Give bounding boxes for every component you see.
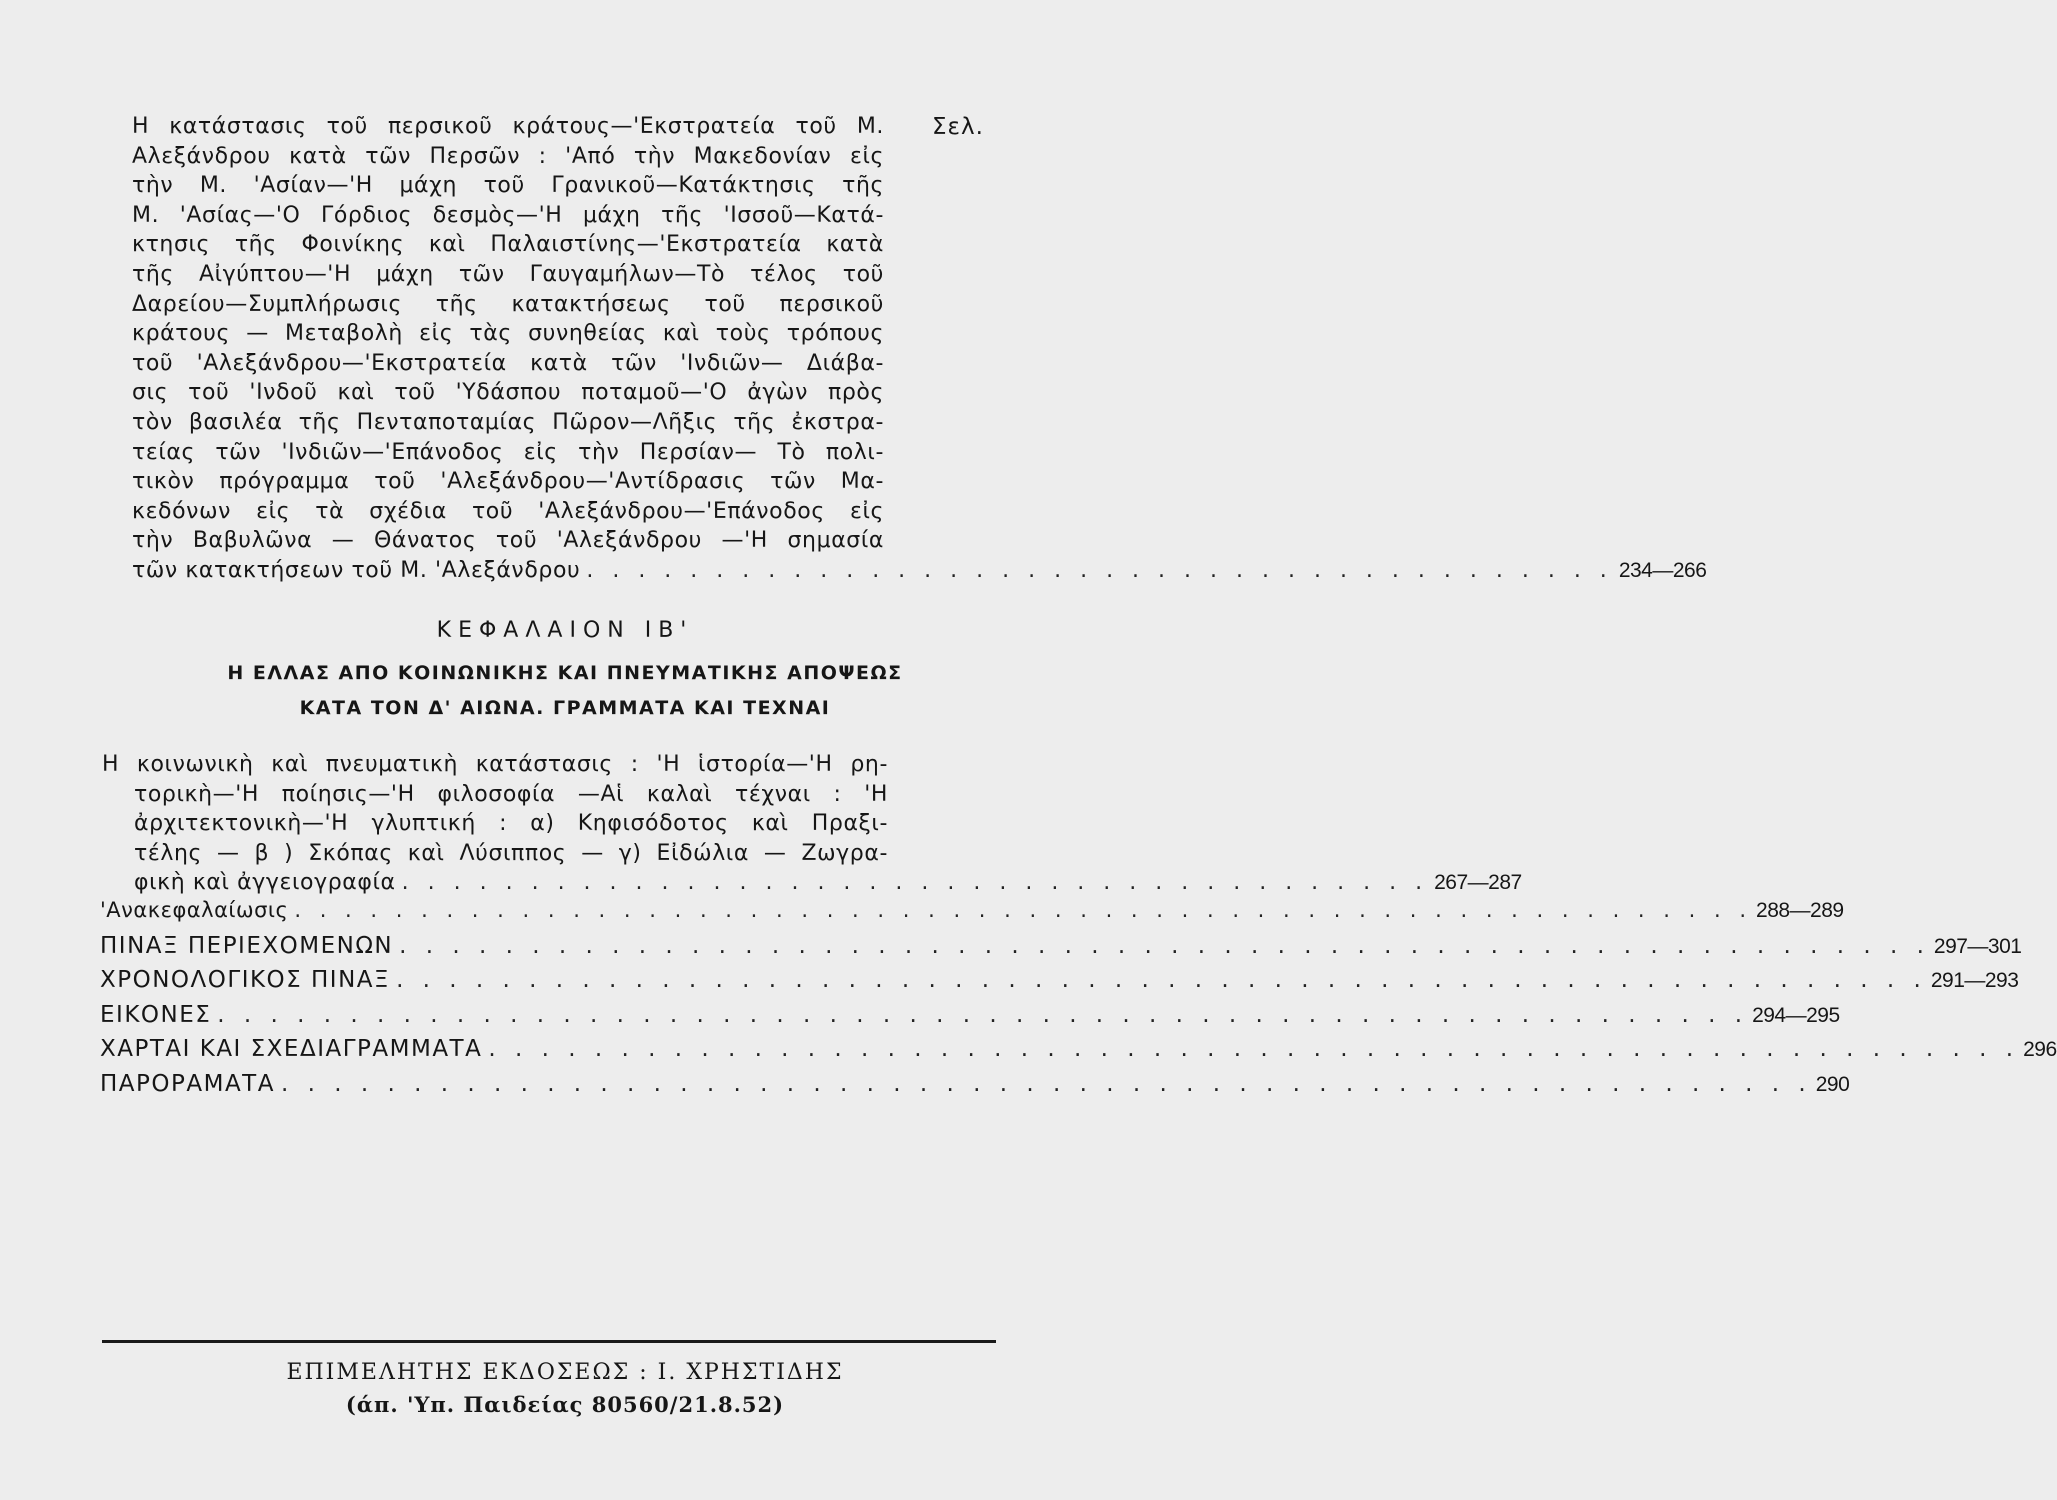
toc-entry-pages: 288—289 [1756,899,1844,922]
dot-leader: . . . . . . . . . . . . . . . . . . . . . . . . . . . . . . . . . . . . . . . . . . . . . . . . . . . . . . . . . . [399,932,1930,959]
chapter-summary [102,750,1522,898]
toc-entry-label: ΧΑΡΤΑΙ ΚΑΙ ΣΧΕΔΙΑΓΡΑΜΜΑΤΑ [100,1036,483,1062]
page-range: 234—266 [1618,558,1707,582]
summary-last-line [132,556,1707,586]
chapter-number: ΚΕΦΑΛΑΙΟΝ ΙΒ' [436,618,694,643]
dot-leader: . . . . . . . . . . . . . . . . . . . . . . . . . . . . . . . . . . . . . . . . . . . . . . . . . . . . . . . . . . [488,1036,2020,1062]
summary-line: Η κοινωνικὴ καὶ πνευματικὴ κατάστασις : 'Η ἱστορία—'Η ρη- [102,752,888,777]
approval-note: (άπ. 'Υπ. Παιδείας 80560/21.8.52) [345,1392,785,1417]
summary-line: τὸν βασιλέα τῆς Πενταποταμίας Πῶρον—Λῆξις τῆς ἐκστρα- [132,409,884,435]
summary-line: τὴν Μ. 'Ασίαν—'Η μάχη τοῦ Γρανικοῦ—Κατάκτησις τῆς [132,173,884,199]
toc-entry-recap [100,898,1844,933]
dot-leader: . . . . . . . . . . . . . . . . . . . . . . . . . . . . . . . . . . . . . . . . . . . . . . . . . . . . . . . . . . [294,898,1753,922]
summary-line: τείας τῶν 'Ινδιῶν—'Επάνοδος εἰς τὴν Περσίαν— Τὸ πολι- [132,439,884,465]
dot-leader: . . . . . . . . . . . . . . . . . . . . . . . . . . . . . . . . . . . . . . . . [586,557,1613,583]
summary-line: τικὸν πρόγραμμα τοῦ 'Αλεξάνδρου—'Αντίδρασις τῶν Μα- [132,469,884,495]
summary-line: Αλεξάνδρου κατὰ τῶν Περσῶν : 'Από τὴν Μακεδονίαν εἰς [132,143,884,169]
chapter-subtitle: ΚΑΤΑ ΤΟΝ Δ' ΑΙΩΝΑ. ΓΡΑΜΜΑΤΑ ΚΑΙ ΤΕΧΝΑΙ [299,697,831,719]
toc-entry-pages: 296 [2023,1038,2057,1061]
dot-leader: . . . . . . . . . . . . . . . . . . . . . . . . . . . . . . . . . . . . . . . . . . . . . . . . . . . . . . . . . . [217,1001,1749,1028]
dot-leader: . . . . . . . . . . . . . . . . . . . . . . . . . . . . . . . . . . . . . . . . . . . . . . . . . . . . . . . . . . [396,967,1927,993]
toc-entry-label: ΕΙΚΟΝΕΣ [100,1001,212,1028]
dot-leader: . . . . . . . . . . . . . . . . . . . . . . . . . . . . . . . . . . . . . . . . . . . . . . . . . . . . . . . . . . [280,1070,1812,1097]
toc-entry-images [100,1001,1840,1037]
chapter-title: Η ΕΛΛΑΣ ΑΠΟ ΚΟΙΝΩΝΙΚΗΣ ΚΑΙ ΠΝΕΥΜΑΤΙΚΗΣ ΑΠΟΨΕΩΣ [227,662,903,684]
summary-line: τέλης — β ) Σκόπας καὶ Λύσιππος — γ) Εἰδώλια — Ζωγρα- [134,840,888,866]
summary-line: Μ. 'Ασίας—'Ο Γόρδιος δεσμὸς—'Η μάχη τῆς 'Ισσοῦ—Κατά- [132,202,884,228]
toc-entry-pages: 297—301 [1933,934,2022,958]
toc-entry-maps [100,1036,2057,1071]
toc-entry-label: ΠΙΝΑΞ ΠΕΡΙΕΧΟΜΕΝΩΝ [100,932,394,959]
toc-entry-label: ΧΡΟΝΟΛΟΓΙΚΟΣ ΠΙΝΑΞ [100,967,391,993]
dot-leader: . . . . . . . . . . . . . . . . . . . . . . . . . . . . . . . . . . . . . . . . [401,870,1429,896]
editor-credit: ΕΠΙΜΕΛΗΤΗΣ ΕΚΔΟΣΕΩΣ : Ι. ΧΡΗΣΤΙΔΗΣ [286,1360,844,1385]
summary-line: τῶν κατακτήσεων τοῦ Μ. 'Αλεξάνδρου [132,557,581,583]
summary-line: Η κατάστασις τοῦ περσικοῦ κράτους—'Εκστρατεία τοῦ Μ. [132,114,884,139]
summary-line: σις τοῦ 'Ινδοῦ καὶ τοῦ 'Υδάσπου ποταμοῦ—'Ο ἀγὼν πρὸς [132,380,884,406]
summary-line: κτησις τῆς Φοινίκης καὶ Παλαιστίνης—'Εκστρατεία κατὰ [132,232,884,258]
toc-entry-contents [100,932,2022,968]
summary-line: κράτους — Μεταβολὴ εἰς τὰς συνηθείας καὶ τοὺς τρόπους [132,321,884,347]
summary-line: τῆς Αἰγύπτου—'Η μάχη τῶν Γαυγαμήλων—Τὸ τέλος τοῦ [132,261,884,287]
toc-entry-label: ΠΑΡΟΡΑΜΑΤΑ [100,1070,275,1097]
toc-entry-pages: 294—295 [1752,1003,1840,1027]
page-range: 267—287 [1434,871,1522,895]
footer-divider [102,1340,996,1343]
toc-entry-pages: 291—293 [1930,969,2019,992]
toc-entry-label: 'Ανακεφαλαίωσις [100,898,289,922]
summary-line: τοῦ 'Αλεξάνδρου—'Εκστρατεία κατὰ τῶν 'Ινδιῶν— Διάβα- [132,350,884,376]
summary-line: ἀρχιτεκτονικὴ—'Η γλυπτική : α) Κηφισόδοτος καὶ Πραξι- [134,811,888,837]
summary-last-line [102,868,1522,898]
toc-entry-errata [100,1070,1850,1106]
toc-entry-chronology [100,967,2019,1002]
summary-line: φικὴ καὶ ἀγγειογραφία [134,870,396,896]
page-column-label: Σελ. [932,114,984,140]
summary-line: κεδόνων εἰς τὰ σχέδια τοῦ 'Αλεξάνδρου—'Επάνοδος εἰς [132,498,884,524]
summary-line: Δαρείου—Συμπλήρωσις τῆς κατακτήσεως τοῦ περσικοῦ [132,291,884,317]
toc-list [100,898,2057,1105]
toc-entry-pages: 290 [1815,1072,1850,1096]
summary-line: τὴν Βαβυλῶνα — Θάνατος τοῦ 'Αλεξάνδρου —'Η σημασία [132,528,884,554]
summary-line: τορικὴ—'Η ποίησις—'Η φιλοσοφία —Αἱ καλαὶ τέχναι : 'Η [134,781,888,807]
